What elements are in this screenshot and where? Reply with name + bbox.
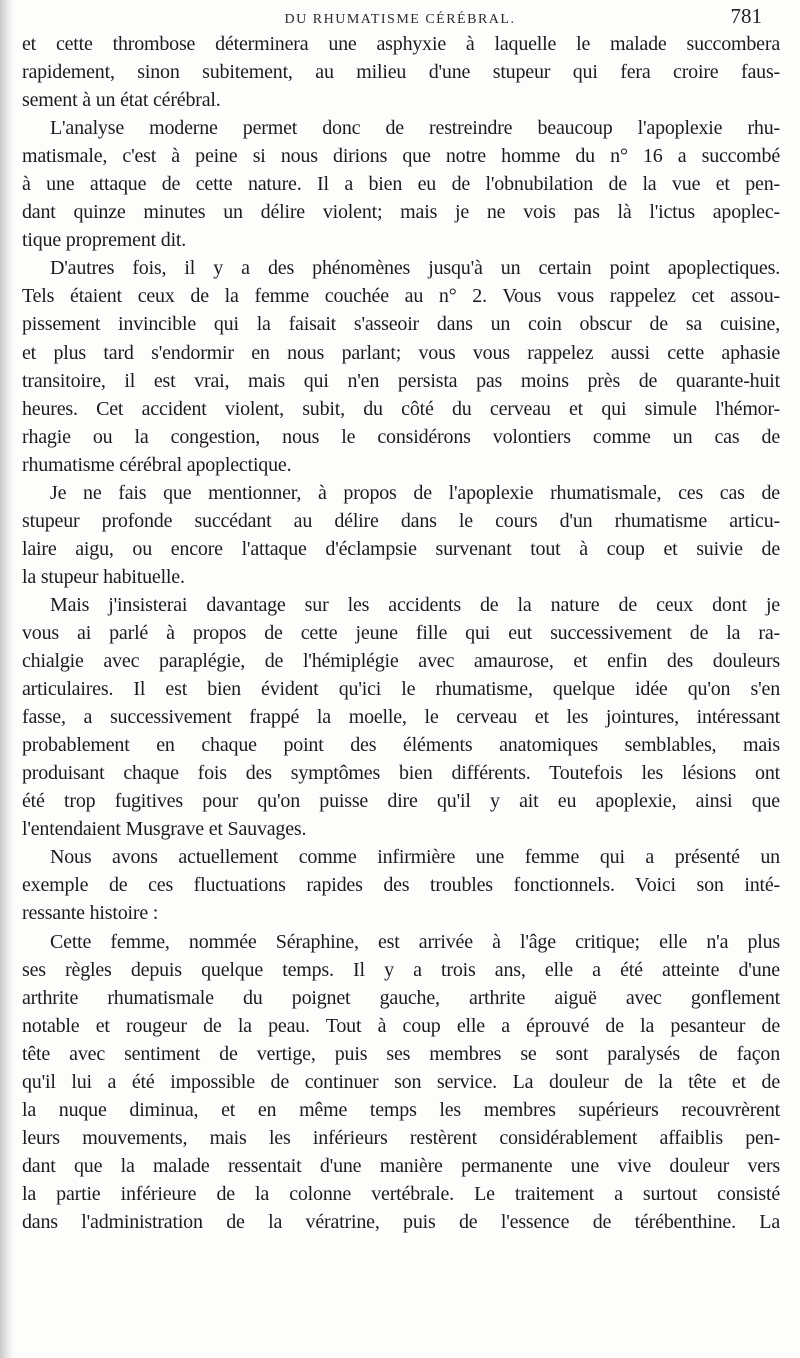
text-line: rhagie ou la congestion, nous le considérons volontiers comme un cas de xyxy=(22,425,780,448)
text-line: Je ne fais que mentionner, à propos de l'apoplexie rhumatismale, ces cas de xyxy=(50,481,780,504)
text-line: leurs mouvements, mais les inférieurs restèrent considérablement affaiblis pen- xyxy=(22,1126,780,1149)
text-line: D'autres fois, il y a des phénomènes jusqu'à un certain point apoplectiques. xyxy=(50,257,780,280)
text-line: la partie inférieure de la colonne vertébrale. Le traitement a surtout consisté xyxy=(22,1182,780,1205)
text-line: stupeur profonde succédant au délire dans le cours d'un rhumatisme articu- xyxy=(22,509,780,532)
text-line: à une attaque de cette nature. Il a bien eu de l'obnubilation de la vue et pen- xyxy=(22,173,780,196)
text-line: matismale, c'est à peine si nous dirions que notre homme du n° 16 a succombé xyxy=(22,145,780,168)
text-line: heures. Cet accident violent, subit, du côté du cerveau et qui simule l'hémor- xyxy=(22,397,780,420)
text-line: Nous avons actuellement comme infirmière une femme qui a présenté un xyxy=(50,846,780,869)
text-line: Tels étaient ceux de la femme couchée au n° 2. Vous vous rappelez cet assou- xyxy=(22,285,780,308)
text-line: tête avec sentiment de vertige, puis ses membres se sont paralysés de façon xyxy=(22,1042,780,1065)
text-line: probablement en chaque point des éléments anatomiques semblables, mais xyxy=(22,734,780,757)
text-line: ressante histoire : xyxy=(22,902,159,925)
text-line: la nuque diminua, et en même temps les membres supérieurs recouvrèrent xyxy=(22,1098,780,1121)
text-line: ses règles depuis quelque temps. Il y a trois ans, elle a été atteinte d'une xyxy=(22,958,780,981)
text-line: Cette femme, nommée Séraphine, est arrivée à l'âge critique; elle n'a plus xyxy=(50,930,780,953)
text-line: la stupeur habituelle. xyxy=(22,565,185,588)
text-line: et plus tard s'endormir en nous parlant; vous vous rappelez aussi cette aphasie xyxy=(22,341,780,364)
text-line: tique proprement dit. xyxy=(22,229,187,252)
text-line: Mais j'insisterai davantage sur les accidents de la nature de ceux dont je xyxy=(50,593,780,616)
text-line: et cette thrombose déterminera une asphyxie à laquelle le malade succombera xyxy=(22,33,780,55)
text-line: articulaires. Il est bien évident qu'ici le rhumatisme, quelque idée qu'on s'en xyxy=(22,678,780,701)
text-line: dant quinze minutes un délire violent; mais je ne vois pas là l'ictus apoplec- xyxy=(22,201,780,224)
text-line: fasse, a successivement frappé la moelle, le cerveau et les jointures, intéressant xyxy=(22,706,780,729)
text-line: laire aigu, ou encore l'attaque d'éclampsie survenant tout à coup et suivie de xyxy=(22,537,780,560)
text-line: l'entendaient Musgrave et Sauvages. xyxy=(22,818,307,841)
page-gutter-shadow xyxy=(0,0,14,1358)
text-line: notable et rougeur de la peau. Tout à coup elle a éprouvé de la pesanteur de xyxy=(22,1014,780,1037)
text-line: L'analyse moderne permet donc de restreindre beaucoup l'apoplexie rhu- xyxy=(50,117,780,140)
text-line: chialgie avec paraplégie, de l'hémiplégie avec amaurose, et enfin des douleurs xyxy=(22,650,780,673)
text-line: rhumatisme cérébral apoplectique. xyxy=(22,453,292,476)
text-line: qu'il lui a été impossible de continuer son service. La douleur de la tête et de xyxy=(22,1070,780,1093)
text-line: dans l'administration de la vératrine, puis de l'essence de térébenthine. La xyxy=(22,1210,780,1233)
text-line: rapidement, sinon subitement, au milieu d'une stupeur qui fera croire faus- xyxy=(22,61,780,84)
page-number: 781 xyxy=(730,4,762,28)
text-line: produisant chaque fois des symptômes bien différents. Toutefois les lésions ont xyxy=(22,762,780,785)
text-line: vous ai parlé à propos de cette jeune fille qui eut successivement de la ra- xyxy=(22,621,780,644)
text-line: exemple de ces fluctuations rapides des troubles fonctionnels. Voici son inté- xyxy=(22,874,780,897)
text-line: sement à un état cérébral. xyxy=(22,89,221,112)
text-line: dant que la malade ressentait d'une manière permanente une vive douleur vers xyxy=(22,1154,780,1177)
body-text xyxy=(22,30,780,1236)
running-head: DU RHUMATISME CÉRÉBRAL. xyxy=(284,12,516,27)
text-line: pissement invincible qui la faisait s'asseoir dans un coin obscur de sa cuisine, xyxy=(22,313,780,336)
text-line: transitoire, il est vrai, mais qui n'en persista pas moins près de quarante-huit xyxy=(22,369,780,392)
text-line: arthrite rhumatismale du poignet gauche, arthrite aiguë avec gonflement xyxy=(22,986,780,1009)
text-line: été trop fugitives pour qu'on puisse dire qu'il y ait eu apoplexie, ainsi que xyxy=(22,790,780,813)
